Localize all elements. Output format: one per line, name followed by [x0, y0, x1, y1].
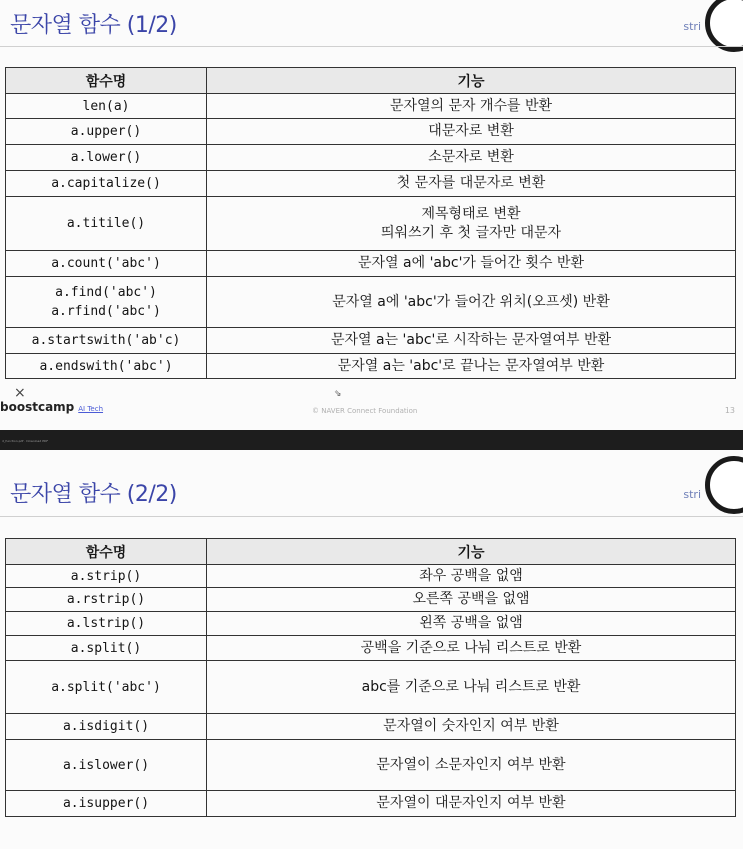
brand-sub: AI Tech	[78, 405, 104, 413]
description: 왼쪽 공백을 없앰	[419, 615, 523, 631]
function-table	[5, 67, 736, 379]
description-cell	[207, 119, 736, 145]
description-cell	[207, 328, 736, 354]
document-filename: d_function.pdf · Download PDF	[2, 439, 49, 443]
function-name: a.split('abc')	[51, 679, 161, 695]
function-name-line-2: a.rfind('abc')	[51, 304, 161, 319]
function-name: a.rstrip()	[66, 592, 146, 607]
function-name: a.islower()	[62, 757, 150, 773]
description-cell	[207, 636, 736, 661]
description-cell	[207, 171, 736, 197]
function-cell	[6, 740, 207, 791]
table-row	[6, 119, 736, 145]
description: 문자열이 대문자인지 여부 반환	[376, 795, 566, 811]
description: 첫 문자를 대문자로 변환	[396, 175, 546, 191]
table-header-row	[6, 68, 736, 94]
function-cell	[6, 791, 207, 817]
table-row	[6, 636, 736, 661]
function-name: a.lower()	[70, 150, 142, 165]
function-cell	[6, 145, 207, 171]
description: 좌우 공백을 없앰	[419, 567, 523, 584]
table-row	[6, 714, 736, 740]
description-cell	[207, 251, 736, 277]
table-row	[6, 588, 736, 612]
table-row	[6, 740, 736, 791]
table-row	[6, 791, 736, 817]
description-cell	[207, 791, 736, 817]
description-cell	[207, 740, 736, 791]
function-name: a.count('abc')	[51, 256, 161, 271]
function-cell	[6, 251, 207, 277]
title-divider	[0, 516, 743, 517]
description: 문자열 a에 'abc'가 들어간 위치(오프셋) 반환	[332, 293, 610, 310]
function-name-line-1: a.find('abc')	[55, 285, 157, 300]
function-name: a.split()	[70, 640, 142, 656]
table-row	[6, 612, 736, 636]
presenter-badge-icon	[705, 456, 743, 514]
function-cell	[6, 328, 207, 354]
description-cell	[207, 354, 736, 379]
function-cell	[6, 197, 207, 251]
corner-tag: stri	[683, 20, 701, 33]
function-cell	[6, 119, 207, 145]
table-row	[6, 328, 736, 354]
description-cell	[207, 588, 736, 612]
description: 문자열 a는 'abc'로 끝나는 문자열여부 반환	[337, 357, 605, 374]
description: 대문자로 변환	[428, 123, 514, 139]
function-name: len(a)	[82, 98, 130, 114]
function-name: a.isdigit()	[62, 719, 150, 734]
description-cell	[207, 714, 736, 740]
function-cell	[6, 636, 207, 661]
description: 오른쪽 공백을 없앰	[412, 591, 530, 607]
description: 문자열이 소문자인지 여부 반환	[376, 756, 566, 773]
description-line-1: 제목형태로 변환	[421, 205, 521, 222]
description: 공백을 기준으로 나눠 리스트로 반환	[360, 639, 582, 656]
description: 소문자로 변환	[428, 149, 514, 165]
function-name: a.endswith('abc')	[39, 358, 173, 374]
description: 문자열의 문자 개수를 반환	[389, 97, 553, 114]
boostcamp-logo	[0, 400, 103, 414]
close-icon[interactable]: ×	[14, 385, 26, 401]
description: 문자열 a는 'abc'로 시작하는 문자열여부 반환	[330, 332, 612, 348]
description-cell	[207, 661, 736, 714]
slide-title: 문자열 함수 (1/2)	[10, 13, 177, 38]
table-row	[6, 277, 736, 328]
description-cell	[207, 197, 736, 251]
function-cell	[6, 565, 207, 588]
description: 문자열이 숫자인지 여부 반환	[383, 718, 559, 734]
header-function-name: 함수명	[6, 539, 207, 565]
mouse-pointer-icon: ⇘	[334, 389, 342, 399]
slide-title: 문자열 함수 (2/2)	[10, 482, 177, 507]
function-name: a.capitalize()	[51, 176, 161, 191]
function-name: a.isupper()	[62, 796, 150, 811]
function-name: a.startswith('ab'c)	[31, 333, 181, 348]
viewer-divider-bar	[0, 430, 743, 450]
table-row	[6, 197, 736, 251]
presenter-badge-icon	[705, 0, 743, 52]
table-row	[6, 354, 736, 379]
function-cell	[6, 714, 207, 740]
description-line-2: 띄워쓰기 후 첫 글자만 대문자	[380, 224, 562, 241]
description: 문자열 a에 'abc'가 들어간 횟수 반환	[358, 255, 584, 271]
header-feature: 기능	[207, 68, 736, 94]
page-number: 13	[724, 406, 735, 415]
table-row	[6, 145, 736, 171]
description-cell	[207, 145, 736, 171]
description-cell	[207, 277, 736, 328]
function-cell	[6, 171, 207, 197]
description-cell	[207, 612, 736, 636]
description-cell	[207, 565, 736, 588]
table-header-row	[6, 539, 736, 565]
header-function-name: 함수명	[6, 68, 207, 94]
function-cell	[6, 661, 207, 714]
slide-2	[0, 450, 743, 849]
function-cell	[6, 94, 207, 119]
function-name: a.upper()	[70, 124, 142, 139]
description-cell	[207, 94, 736, 119]
brand-name: boostcamp	[0, 400, 75, 414]
table-row	[6, 565, 736, 588]
function-cell	[6, 588, 207, 612]
table-row	[6, 251, 736, 277]
function-cell	[6, 277, 207, 328]
function-name: a.strip()	[70, 568, 142, 584]
table-row	[6, 661, 736, 714]
function-cell	[6, 354, 207, 379]
copyright: © NAVER Connect Foundation	[312, 407, 418, 415]
header-feature: 기능	[207, 539, 736, 565]
table-row	[6, 171, 736, 197]
function-name: a.titile()	[66, 216, 146, 231]
function-table	[5, 538, 736, 817]
title-divider	[0, 46, 743, 47]
corner-tag: stri	[683, 488, 701, 501]
function-cell	[6, 612, 207, 636]
description: abc를 기준으로 나눠 리스트로 반환	[361, 678, 581, 695]
function-name: a.lstrip()	[66, 616, 146, 631]
table-row	[6, 94, 736, 119]
